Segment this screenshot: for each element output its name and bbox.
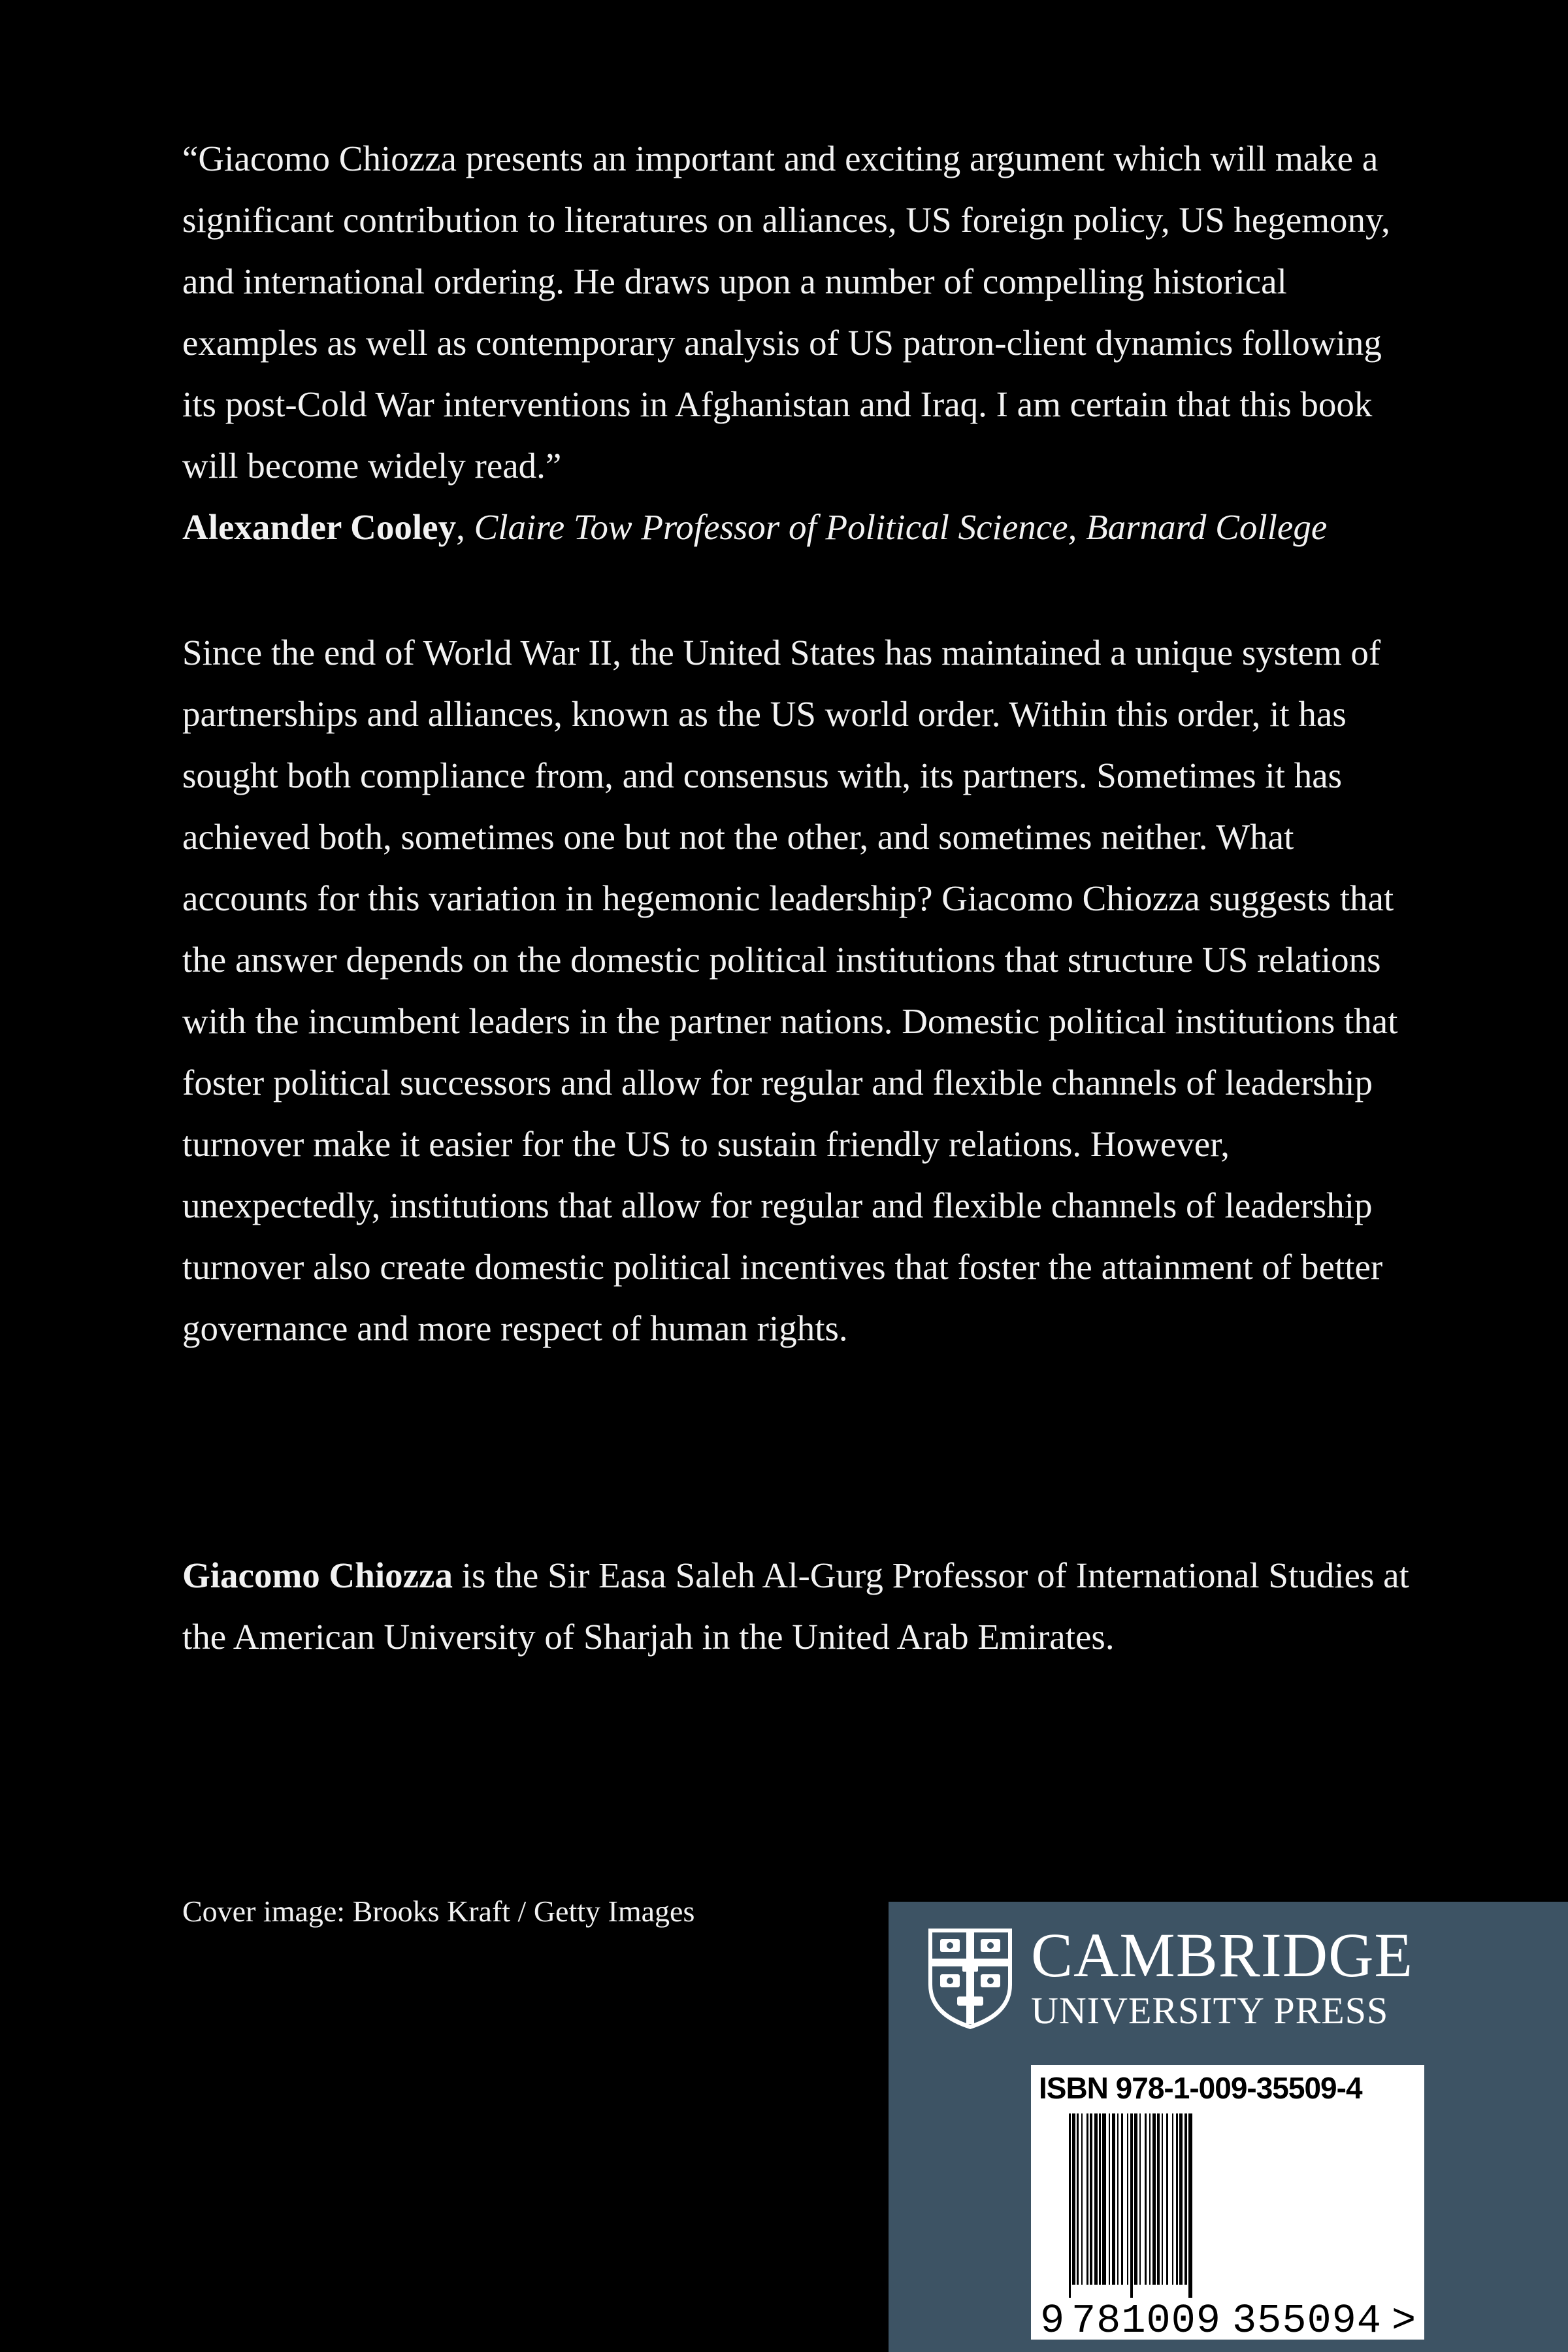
barcode-first-digit: 9 [1040, 2298, 1065, 2340]
barcode-bar [1166, 2113, 1168, 2285]
barcode-bar [1145, 2113, 1147, 2285]
endorsement-quote [182, 128, 1411, 558]
endorsement-quote-text: “Giacomo Chiozza presents an important and exciting argument which will make a significant contribution to literatures on alliances, US foreign policy, US hegemony, and international ordering. He draws upon a number of compelling historical examples as well as contemporary analysis of US patron-client dynamics following its post-Cold War interventions in Afghanistan and Iraq. I am certain that this book will become widely read.” [182, 139, 1390, 486]
author-bio [182, 1545, 1411, 1668]
barcode-bar [1157, 2113, 1160, 2285]
publisher-name-line2: UNIVERSITY PRESS [1031, 1989, 1389, 2032]
barcode-bar [1094, 2113, 1098, 2285]
barcode-quiet-zone-mark: > [1392, 2298, 1416, 2340]
isbn-barcode [1031, 2065, 1424, 2340]
barcode-bar [1152, 2113, 1156, 2285]
university-crest-icon [924, 1925, 1016, 2032]
barcode-bar [1090, 2113, 1092, 2285]
barcode-bar [1117, 2113, 1119, 2285]
endorsement-separator: , [456, 507, 474, 547]
publisher-name [1031, 1921, 1413, 2032]
barcode-bar [1072, 2113, 1075, 2285]
barcode-bar [1086, 2113, 1088, 2285]
barcode-bar [1130, 2113, 1133, 2298]
isbn-label: ISBN 978-1-009-35509-4 [1039, 2071, 1362, 2105]
barcode-bar [1176, 2113, 1178, 2285]
barcode-bar [1109, 2113, 1110, 2285]
barcode-bar [1134, 2113, 1137, 2285]
barcode-graphic [1031, 2111, 1424, 2340]
barcode-right-digits: 355094 [1232, 2298, 1381, 2340]
cover-image-credit: Cover image: Brooks Kraft / Getty Images [182, 1895, 695, 1928]
barcode-bar [1162, 2113, 1163, 2285]
publisher-name-line1: CAMBRIDGE [1031, 1920, 1414, 1990]
book-description: Since the end of World War II, the United States has maintained a unique system of partnerships and alliances, known as the US world order. Within this order, it has sought both compliance from, and consensus with, its partners. Sometimes it has achieved both, sometimes one but not the other, and sometimes neither. What accounts for this variation in hegemonic leadership? Giacomo Chiozza suggests that the answer depends on the domestic political institutions that structure US relations with the incumbent leaders in the partner nations. Domestic political institutions that foster political successors and allow for regular and flexible channels of leadership turnover make it easier for the US to sustain friendly relations. However, unexpectedly, institutions that allow for regular and flexible channels of leadership turnover also create domestic political incentives that foster the attainment of better governance and more respect of human rights. [182, 633, 1398, 1348]
barcode-bar [1112, 2113, 1115, 2285]
barcode-bar [1179, 2113, 1183, 2285]
barcode-bar [1149, 2113, 1151, 2285]
barcode-bar [1188, 2113, 1192, 2298]
barcode-bar [1121, 2113, 1123, 2285]
barcode-left-digits: 781009 [1071, 2298, 1220, 2340]
barcode-bar [1139, 2113, 1141, 2285]
barcode-bar [1081, 2113, 1083, 2285]
barcode-bar [1172, 2113, 1173, 2285]
author-bio-text: is the Sir Easa Saleh Al-Gurg Professor of International Studies at the American University of Sharjah in the United Arab Emirates. [182, 1555, 1409, 1657]
barcode-bar [1184, 2113, 1187, 2285]
barcode-bar [1127, 2113, 1128, 2285]
endorsement-author-title: Claire Tow Professor of Political Science, Barnard College [474, 507, 1328, 547]
barcode-bar [1099, 2113, 1101, 2285]
barcode-bar [1102, 2113, 1106, 2285]
publisher-panel [889, 1902, 1568, 2352]
barcode-bar [1077, 2113, 1079, 2285]
barcode-bar [1069, 2113, 1071, 2298]
author-bio-name: Giacomo Chiozza [182, 1555, 453, 1595]
endorsement-author-name: Alexander Cooley [182, 507, 457, 547]
